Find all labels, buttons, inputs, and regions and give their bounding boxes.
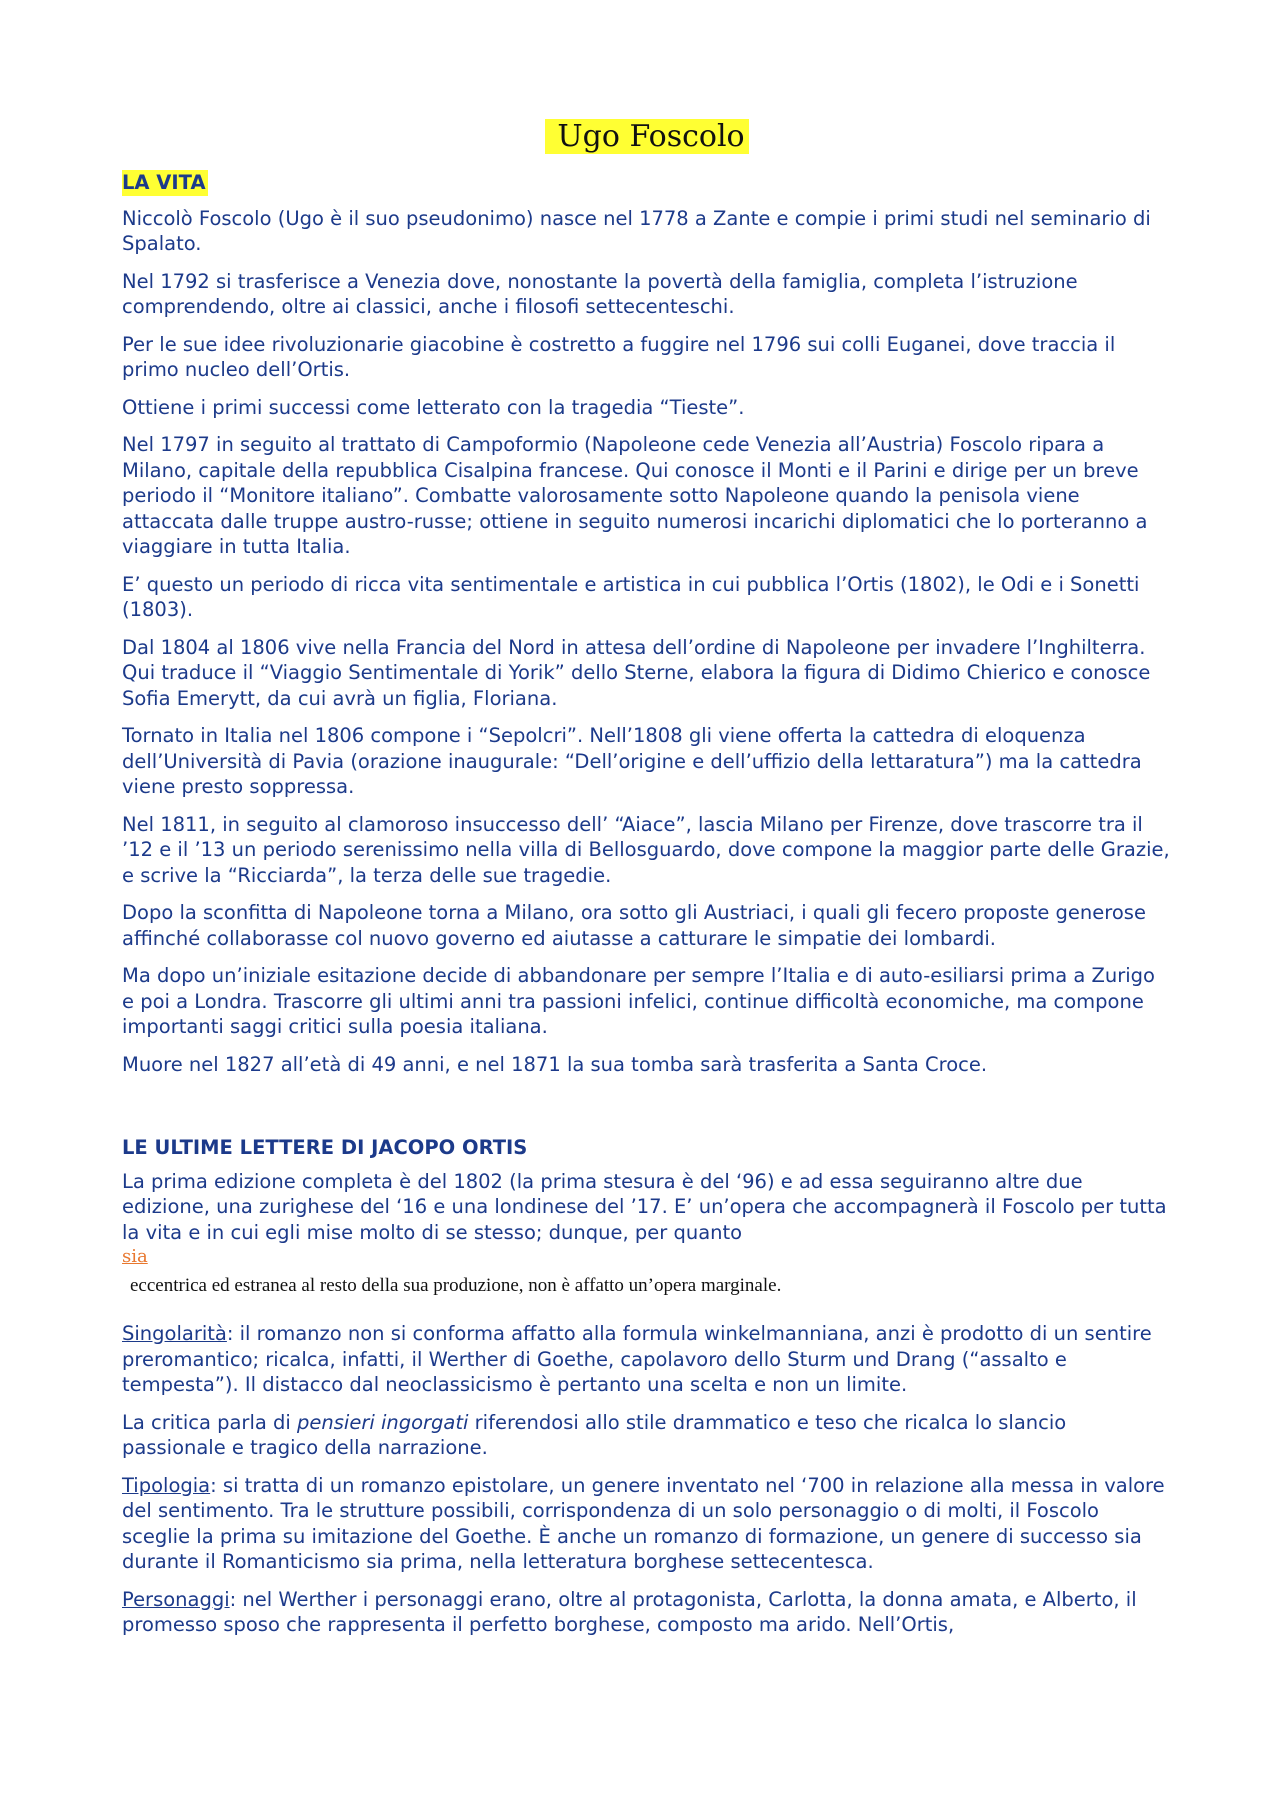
page-title: Ugo Foscolo — [545, 119, 748, 154]
text-critica-italic: pensieri ingorgati — [297, 1410, 469, 1434]
paragraph: Nel 1797 in seguito al trattato di Campoformio (Napoleone cede Venezia all’Austria) Foscolo ripara a Milano, capitale della repubblica Cisalpina francese. Qui conosce il Monti e il Parini e dirige per un breve periodo il “Monitore italiano”. Combatte valorosamente sotto Napoleone quando la penisola viene attaccata dalle truppe austro-russe; ottiene in seguito numerosi incarichi diplomatici che lo porteranno a viaggiare in tutta Italia. — [122, 433, 1148, 558]
label-tipologia[interactable]: Tipologia — [122, 1473, 211, 1497]
label-singolarita[interactable]: Singolarità — [122, 1322, 227, 1345]
paragraph: Nel 1792 si trasferisce a Venezia dove, nonostante la povertà della famiglia, completa l’istruzione comprendendo, oltre ai classici, anche i filosofi settecenteschi. — [122, 269, 1078, 318]
paragraph-personaggi — [122, 1587, 1172, 1638]
paragraph: Dopo la sconfitta di Napoleone torna a Milano, ora sotto gli Austriaci, i quali gli fecero proposte generose affinché collaborasse col nuovo governo ed aiutasse a catturare le simpatie dei lombardi. — [122, 901, 1146, 950]
paragraph: Per le sue idee rivoluzionarie giacobine è costretto a fuggire nel 1796 sui colli Euganei, dove traccia il primo nucleo dell’Ortis. — [122, 332, 1116, 381]
paragraph-singolarita — [122, 1321, 1172, 1398]
paragraph-intro: La prima edizione completa è del 1802 (la prima stesura è del ‘96) e ad essa seguiranno altre due edizione, una zurighese del ‘16 e una londinese del ’17. E’ un’opera che accompagnerà il Foscolo per tutta la vita e in cui egli mise molto di se stesso; dunque, per quanto — [122, 1169, 1167, 1244]
paragraph: Muore nel 1827 all’età di 49 anni, e nel 1871 la sua tomba sarà trasferita a Santa Croce. — [122, 1052, 988, 1076]
text-singolarita: : il romanzo non si conforma affatto alla formula winkelmanniana, anzi è prodotto di un sentire preromantico; ricalca, infatti, il Werther di Goethe, capolavoro dello Sturm und Drang (“assalto e tempesta”). Il distacco dal neoclassicismo è pertanto una scelta e non un limite. — [122, 1322, 1152, 1396]
label-personaggi[interactable]: Personaggi — [122, 1587, 230, 1611]
paragraph: Tornato in Italia nel 1806 compone i “Sepolcri”. Nell’1808 gli viene offerta la cattedra di eloquenza dell’Università di Pavia (orazione inaugurale: “Dell’origine e dell’uffizio della lettaratura”) ma la cattedra viene presto soppressa. — [122, 724, 1142, 798]
section-heading-la-vita: LA VITA — [122, 171, 206, 194]
title-wrap — [122, 118, 1172, 156]
paragraph: E’ questo un periodo di ricca vita sentimentale e artistica in cui pubblica l’Ortis (1802), le Odi e i Sonetti (1803). — [122, 572, 1140, 621]
paragraph-critica — [122, 1410, 1172, 1461]
text-critica-pre: La critica parla di — [122, 1410, 298, 1434]
paragraph: Nel 1811, in seguito al clamoroso insuccesso dell’ “Aiace”, lascia Milano per Firenze, dove trascorre tra il ’12 e il ’13 un periodo serenissimo nella villa di Bellosguardo, dove compone la maggior parte delle Grazie, e scrive la “Ricciarda”, la terza delle sue tragedie. — [122, 812, 1170, 887]
text-critica-post: riferendosi allo stile drammatico e teso che ricalca lo slancio passionale e tragico della narrazione. — [122, 1410, 1067, 1459]
paragraph: Ottiene i primi successi come letterato con la tragedia “Tieste”. — [122, 395, 745, 419]
text-tipologia: : si tratta di un romanzo epistolare, un genere inventato nel ‘700 in relazione alla messa in valore del sentimento. Tra le strutture possibili, corrispondenza di un solo personaggio o di molti, il Foscolo sceglie la prima su imitazione del Goethe. È anche un romanzo di formazione, un genere di successo sia durante il Romanticismo sia prima, nella letteratura borghese settecentesca. — [122, 1473, 1165, 1573]
document-body — [122, 118, 1172, 1650]
paragraph: Dal 1804 al 1806 vive nella Francia del Nord in attesa dell’ordine di Napoleone per invadere l’Inghilterra. Qui traduce il “Viaggio Sentimentale di Yorik” dello Sterne, elabora la figura di Didimo Chierico e conosce Sofia Emerytt, da cui avrà un figlia, Floriana. — [122, 635, 1151, 710]
paragraph: Ma dopo un’iniziale esitazione decide di abbandonare per sempre l’Italia e di auto-esiliarsi prima a Zurigo e poi a Londra. Trascorre gli ultimi anni tra passioni infelici, continue difficoltà economiche, ma compone importanti saggi critici sulla poesia italiana. — [122, 964, 1155, 1038]
paragraph-tipologia — [122, 1473, 1172, 1575]
text-personaggi: : nel Werther i personaggi erano, oltre al protagonista, Carlotta, la donna amata, e Alberto, il promesso sposo che rappresenta il perfetto borghese, composto ma arido. Nell’Ortis, — [122, 1587, 1137, 1636]
serif-line: eccentrica ed estranea al resto della sua produzione, non è affatto un’opera marginale. — [130, 1275, 782, 1296]
link-sia[interactable]: sia — [122, 1246, 148, 1267]
section-heading-ortis: LE ULTIME LETTERE DI JACOPO ORTIS — [122, 1136, 528, 1159]
paragraph: Niccolò Foscolo (Ugo è il suo pseudonimo) nasce nel 1778 a Zante e compie i primi studi nel seminario di Spalato. — [122, 206, 1151, 255]
